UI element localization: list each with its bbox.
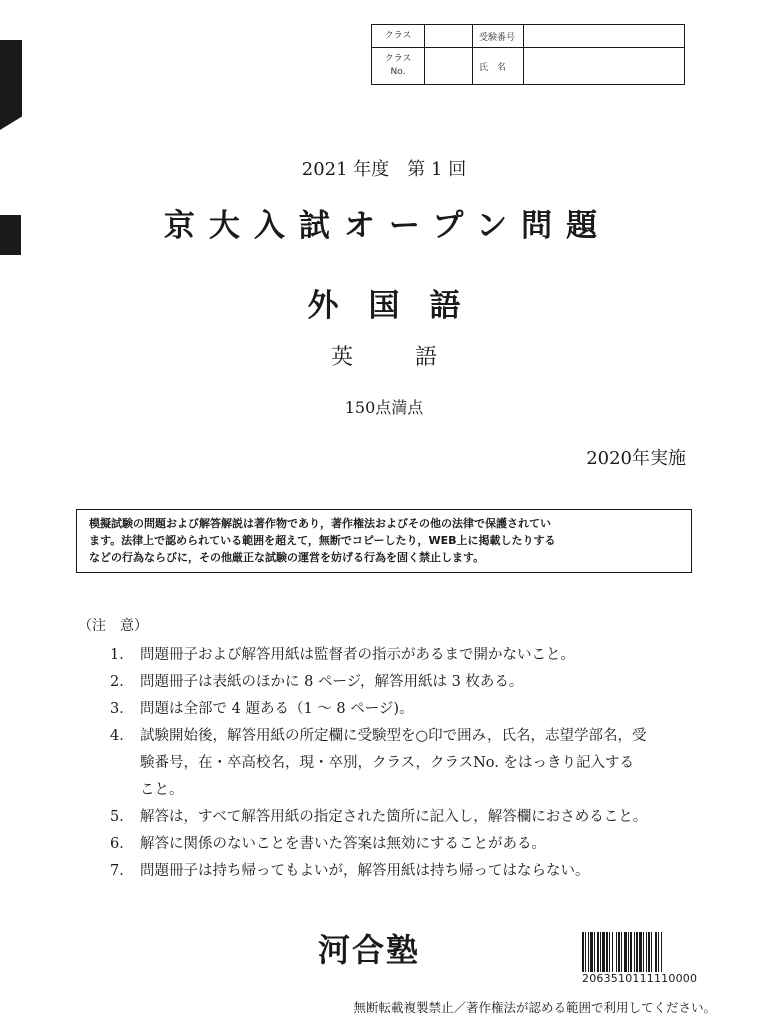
class-no-field (425, 48, 473, 85)
note-text-line: 試験開始後，解答用紙の所定欄に受験型を○印で囲み，氏名，志望学部名，受 (140, 728, 647, 744)
note-text (140, 642, 700, 669)
note-text (140, 831, 700, 858)
barcode-number: 2063510111110000 (582, 972, 698, 985)
note-text-line: こと。 (140, 782, 184, 798)
full-score: 150点満点 (344, 398, 424, 417)
note-number: 7． (110, 863, 134, 879)
note-number: 2． (110, 674, 134, 690)
note-item (110, 642, 700, 669)
note-item (110, 804, 700, 831)
subject-title: 外国語 (307, 288, 491, 324)
subject-subtitle: 英語 (330, 345, 499, 370)
barcode-icon (582, 932, 718, 972)
note-number: 1． (110, 647, 134, 663)
note-number: 6． (110, 836, 134, 852)
exam-number-label: 受験番号 (473, 25, 524, 48)
exam-number-field (524, 25, 685, 48)
exam-year-line: 2021 年度 第 1 回 (301, 159, 467, 180)
publisher-logo: 河合塾 (318, 931, 421, 969)
implementation-year: 2020年実施 (586, 448, 686, 469)
note-text-line: 問題冊子は表紙のほかに 8 ページ，解答用紙は 3 枚ある。 (140, 674, 524, 690)
note-text-line: 問題冊子は持ち帰ってもよいが，解答用紙は持ち帰ってはならない。 (140, 863, 590, 879)
copyright-notice: 模擬試験の問題および解答解説は著作物であり，著作権法およびその他の法律で保護されてい ます。法律上で認められている範囲を超えて，無断でコピーしたり，WEB上に掲載したりする などの行為ならびに，その他厳正な試験の運営を妨げる行為を固く禁止します。 (76, 509, 692, 573)
note-number: 5． (110, 809, 134, 825)
footer-notice: 無断転載複製禁止／著作権法が認める範囲で利用してください。 (353, 1000, 716, 1015)
note-number: 4． (110, 728, 134, 744)
note-text-line: 解答は，すべて解答用紙の指定された箇所に記入し，解答欄におさめること。 (140, 809, 648, 825)
name-field (524, 48, 685, 85)
note-text (140, 723, 700, 804)
note-item (110, 858, 700, 885)
note-text (140, 858, 700, 885)
note-item (110, 831, 700, 858)
note-number: 3． (110, 701, 134, 717)
note-text (140, 696, 700, 723)
note-item (110, 696, 700, 723)
class-no-label: クラス No. (372, 48, 425, 85)
note-text (140, 669, 700, 696)
note-text-line: 験番号，在・卒高校名，現・卒別，クラス，クラスNo. をはっきり記入する (140, 755, 634, 771)
note-text-line: 問題は全部で 4 題ある（1 ～ 8 ページ)。 (140, 701, 414, 717)
note-item (110, 669, 700, 696)
notes-heading: （注 意） (78, 618, 148, 634)
exam-title: 京大入試オープン問題 (163, 208, 612, 244)
notes-list (110, 642, 700, 885)
note-text (140, 804, 700, 831)
student-id-box (371, 24, 685, 85)
name-label: 氏 名 (473, 48, 524, 85)
note-text-line: 問題冊子および解答用紙は監督者の指示があるまで開かないこと。 (140, 647, 575, 663)
note-item (110, 723, 700, 804)
class-label: クラス (372, 25, 425, 48)
class-field (425, 25, 473, 48)
note-text-line: 解答に関係のないことを書いた答案は無効にすることがある。 (140, 836, 546, 852)
registration-mark-top (0, 40, 22, 130)
